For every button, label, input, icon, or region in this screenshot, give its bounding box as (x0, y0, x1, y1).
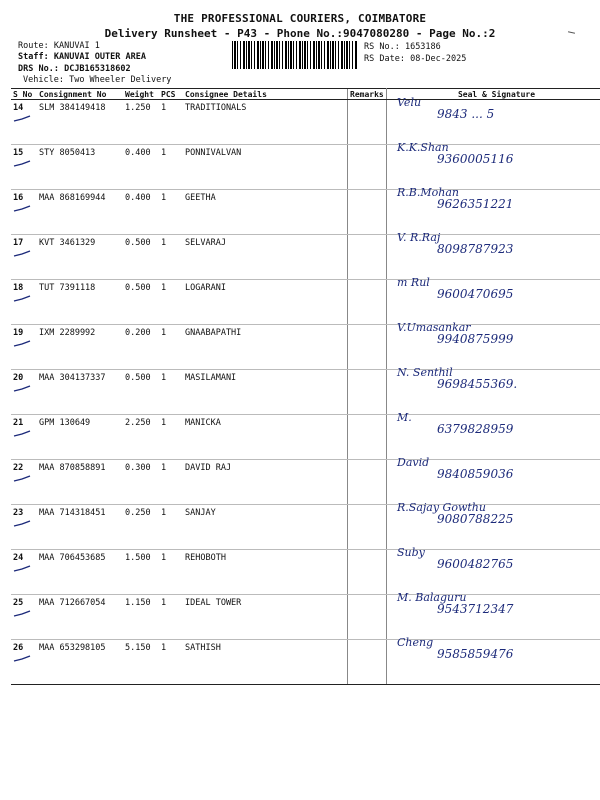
route-value: KANUVAI 1 (53, 41, 100, 51)
row-signature-cell (387, 636, 600, 685)
row-pcs: 1 (159, 100, 183, 145)
tick-mark-icon (13, 565, 31, 573)
signature-name: M. Balaguru (397, 591, 467, 604)
tick-mark-icon (13, 385, 31, 393)
row-consignment: KVT 3461329 (37, 235, 123, 280)
row-weight: 0.500 (123, 235, 159, 280)
row-sno: 17 (13, 238, 24, 248)
row-remarks (348, 235, 387, 280)
tick-mark-icon (13, 475, 31, 483)
row-sno-cell (11, 100, 37, 145)
row-consignee: LOGARANI (183, 280, 348, 325)
row-remarks (348, 415, 387, 460)
runsheet-subtitle: Delivery Runsheet - P43 - Phone No.:9047080280 - Page No.:2 (104, 27, 496, 40)
row-consignee: MANICKA (183, 415, 348, 460)
row-signature-cell (387, 186, 600, 235)
row-weight: 0.400 (123, 190, 159, 235)
table-row (11, 325, 600, 370)
tick-mark-icon (13, 160, 31, 168)
table-row (11, 595, 600, 640)
tick-mark-icon (13, 250, 31, 258)
tick-mark-icon (13, 295, 31, 303)
signature-phone: 9843 ... 5 (437, 107, 495, 121)
row-consignee: SANJAY (183, 505, 348, 550)
runsheet-table (11, 88, 600, 685)
signature-phone: 9080788225 (437, 512, 514, 526)
row-consignee: GNAABAPATHI (183, 325, 348, 370)
rs-no-line (364, 42, 441, 52)
row-remarks (348, 100, 387, 145)
tick-mark-icon (13, 655, 31, 663)
col-weight: Weight (123, 89, 159, 100)
row-signature-cell (387, 231, 600, 280)
row-signature-cell (387, 591, 600, 640)
row-pcs: 1 (159, 460, 183, 505)
row-weight: 0.200 (123, 325, 159, 370)
row-pcs: 1 (159, 280, 183, 325)
row-remarks (348, 460, 387, 505)
rs-date-line (364, 54, 466, 64)
row-sno: 21 (13, 418, 24, 428)
table-row (11, 505, 600, 550)
row-remarks (348, 370, 387, 415)
signature-phone: 9585859476 (437, 647, 514, 661)
tick-mark-icon (13, 520, 31, 528)
row-sno: 23 (13, 508, 24, 518)
row-consignment: MAA 706453685 (37, 550, 123, 595)
handwritten-signature (397, 591, 513, 616)
drs-label: DRS No.: (18, 64, 59, 74)
signature-name: R.B.Mohan (397, 186, 459, 199)
handwritten-signature (397, 231, 513, 256)
row-sno-cell (11, 145, 37, 190)
table-row (11, 190, 600, 235)
signature-name: V.Umasankar (397, 321, 471, 334)
signature-name: M. (397, 411, 412, 424)
row-pcs: 1 (159, 595, 183, 640)
table-row (11, 460, 600, 505)
row-signature-cell (387, 321, 600, 370)
row-signature-cell (387, 141, 600, 190)
handwritten-signature (397, 411, 513, 436)
row-weight: 1.500 (123, 550, 159, 595)
table-row (11, 235, 600, 280)
row-consignment: MAA 653298105 (37, 640, 123, 685)
rs-date-value: 08-Dec-2025 (410, 54, 467, 64)
row-consignment: MAA 868169944 (37, 190, 123, 235)
row-sno-cell (11, 460, 37, 505)
tick-mark-icon (13, 610, 31, 618)
handwritten-signature (397, 456, 513, 481)
row-sno-cell (11, 640, 37, 685)
barcode (232, 41, 357, 69)
table-row (11, 280, 600, 325)
row-sno-cell (11, 505, 37, 550)
row-remarks (348, 640, 387, 685)
row-remarks (348, 190, 387, 235)
row-sno-cell (11, 550, 37, 595)
col-seal-signature: Seal & Signature (387, 89, 600, 100)
row-consignment: MAA 870858891 (37, 460, 123, 505)
signature-phone: 9600470695 (437, 287, 514, 301)
vehicle-value: Two Wheeler Delivery (69, 75, 172, 85)
row-signature-cell (387, 276, 600, 325)
row-weight: 1.250 (123, 100, 159, 145)
drs-value: DCJB165318602 (64, 64, 131, 74)
row-sno-cell (11, 280, 37, 325)
col-sno: S No (11, 89, 37, 100)
row-sno: 25 (13, 598, 24, 608)
row-consignee: IDEAL TOWER (183, 595, 348, 640)
rs-no-value: 1653186 (404, 42, 441, 52)
table-row (11, 100, 600, 145)
staff-value: KANUVAI OUTER AREA (53, 52, 146, 62)
row-sno-cell (11, 325, 37, 370)
row-weight: 0.500 (123, 280, 159, 325)
row-sno: 19 (13, 328, 24, 338)
row-pcs: 1 (159, 325, 183, 370)
row-consignee: DAVID RAJ (183, 460, 348, 505)
signature-phone: 9698455369. (437, 377, 518, 391)
row-weight: 0.250 (123, 505, 159, 550)
col-consignment: Consignment No (37, 89, 123, 100)
staff-line (18, 52, 146, 63)
row-sno: 22 (13, 463, 24, 473)
row-sno: 20 (13, 373, 24, 383)
row-consignee: SELVARAJ (183, 235, 348, 280)
row-consignee: MASILAMANI (183, 370, 348, 415)
signature-name: David (397, 456, 430, 469)
row-weight: 0.400 (123, 145, 159, 190)
row-pcs: 1 (159, 415, 183, 460)
row-consignee: GEETHA (183, 190, 348, 235)
row-remarks (348, 280, 387, 325)
staff-label: Staff: (18, 52, 49, 62)
handwritten-signature (397, 546, 513, 571)
route-label: Route: (18, 41, 49, 51)
row-pcs: 1 (159, 550, 183, 595)
table-header-row (11, 89, 600, 100)
rs-no-label: RS No.: (364, 42, 400, 52)
signature-phone: 9626351221 (437, 197, 514, 211)
col-pcs: PCS (159, 89, 183, 100)
row-consignment: SLM 384149418 (37, 100, 123, 145)
company-title: THE PROFESSIONAL COURIERS, COIMBATORE (173, 12, 427, 25)
signature-name: K.K.Shan (397, 141, 449, 154)
row-sno: 16 (13, 193, 24, 203)
row-signature-cell (387, 96, 600, 145)
row-pcs: 1 (159, 640, 183, 685)
signature-name: Velu (397, 96, 422, 109)
row-sno-cell (11, 595, 37, 640)
row-remarks (348, 325, 387, 370)
row-consignment: STY 8050413 (37, 145, 123, 190)
row-weight: 1.150 (123, 595, 159, 640)
row-pcs: 1 (159, 370, 183, 415)
signature-name: N. Senthil (397, 366, 453, 379)
signature-name: R.Sajay Gowthu (397, 501, 486, 514)
signature-phone: 9600482765 (437, 557, 514, 571)
row-sno: 14 (13, 103, 24, 113)
signature-phone: 6379828959 (437, 422, 514, 436)
handwritten-signature (397, 186, 513, 211)
table-row (11, 415, 600, 460)
handwritten-signature (397, 501, 513, 526)
row-consignment: MAA 304137337 (37, 370, 123, 415)
row-sno: 18 (13, 283, 24, 293)
row-sno: 15 (13, 148, 24, 158)
tick-mark-icon (13, 205, 31, 213)
row-weight: 0.500 (123, 370, 159, 415)
tick-mark-icon (13, 340, 31, 348)
row-consignee: PONNIVALVAN (183, 145, 348, 190)
handwritten-signature (397, 366, 517, 391)
row-consignment: IXM 2289992 (37, 325, 123, 370)
row-sno-cell (11, 415, 37, 460)
handwritten-signature (397, 96, 494, 121)
row-sno-cell (11, 235, 37, 280)
row-consignment: MAA 712667054 (37, 595, 123, 640)
signature-phone: 9543712347 (437, 602, 514, 616)
tick-mark-icon (13, 115, 31, 123)
signature-name: m Rul (397, 276, 430, 289)
handwritten-signature (397, 321, 513, 346)
row-signature-cell (387, 366, 600, 415)
row-sno: 26 (13, 643, 24, 653)
route-line (18, 41, 100, 52)
signature-name: V. R.Raj (397, 231, 441, 244)
row-consignment: MAA 714318451 (37, 505, 123, 550)
row-pcs: 1 (159, 235, 183, 280)
row-remarks (348, 145, 387, 190)
row-sno-cell (11, 370, 37, 415)
row-weight: 2.250 (123, 415, 159, 460)
col-remarks: Remarks (348, 89, 387, 100)
row-remarks (348, 550, 387, 595)
row-signature-cell (387, 411, 600, 460)
table-row (11, 370, 600, 415)
signature-phone: 9840859036 (437, 467, 514, 481)
handwritten-signature (397, 636, 513, 661)
row-sno: 24 (13, 553, 24, 563)
row-consignee: TRADITIONALS (183, 100, 348, 145)
row-remarks (348, 595, 387, 640)
table-row (11, 640, 600, 685)
signature-name: Suby (397, 546, 425, 559)
row-signature-cell (387, 546, 600, 595)
row-remarks (348, 505, 387, 550)
signature-name: Cheng (397, 636, 434, 649)
signature-phone: 9360005116 (437, 152, 514, 166)
vehicle-line (23, 75, 171, 86)
row-weight: 0.300 (123, 460, 159, 505)
row-sno-cell (11, 190, 37, 235)
row-signature-cell (387, 501, 600, 550)
vehicle-label: Vehicle: (23, 75, 64, 85)
tick-mark-icon (13, 430, 31, 438)
row-signature-cell (387, 456, 600, 505)
col-consignee: Consignee Details (183, 89, 348, 100)
drs-line (18, 64, 131, 75)
row-weight: 5.150 (123, 640, 159, 685)
rs-date-label: RS Date: (364, 54, 405, 64)
table-row (11, 145, 600, 190)
row-consignment: TUT 7391118 (37, 280, 123, 325)
signature-phone: 8098787923 (437, 242, 514, 256)
row-consignment: GPM 130649 (37, 415, 123, 460)
row-pcs: 1 (159, 505, 183, 550)
row-pcs: 1 (159, 190, 183, 235)
row-pcs: 1 (159, 145, 183, 190)
row-consignee: REHOBOTH (183, 550, 348, 595)
signature-phone: 9940875999 (437, 332, 514, 346)
handwritten-signature (397, 141, 513, 166)
handwritten-signature (397, 276, 513, 301)
table-row (11, 550, 600, 595)
row-consignee: SATHISH (183, 640, 348, 685)
